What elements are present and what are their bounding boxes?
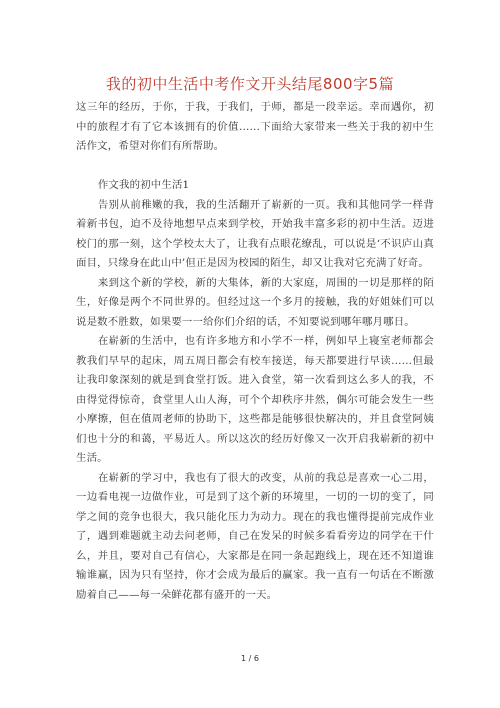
document-title: 我的初中生活中考作文开头结尾800字5篇 [105, 75, 395, 93]
body-paragraph: 告别从前稚嫩的我，我的生活翻开了崭新的一页。我和其他同学一样背着新书包，迫不及待地想早点来到学校，开始我丰富多彩的初中生活。迈进校门的那一刻，这个学校太大了，让我有点眼花缭乱，可以说是‘不识庐山真面目，只缘身在此山中’但正是因为校园的陌生，却又让我对它充满了好奇。 [76, 198, 434, 269]
document-body [76, 98, 434, 605]
intro-paragraph: 这三年的经历，于你，于我，于我们，于师，都是一段幸运。幸而遇你，初中的旅程才有了它本该拥有的价值……下面给大家带来一些关于我的初中生活作文，希望对你们有所帮助。 [76, 101, 434, 152]
page-indicator: 1 / 6 [241, 654, 259, 663]
body-paragraph: 在崭新的学习中，我也有了很大的改变，从前的我总是喜欢一心二用，一边看电视一边做作业，可是到了这个新的环境里，一切的一切的变了，同学之间的竞争也很大，我只能化压力为动力。现在的我也懂得提前完成作业了，遇到难题就主动去问老师，自己在发呆的时候多看看旁边的同学在干什么，并且，要对自己有信心，大家都是在同一条起跑线上，现在还不知道谁输谁赢，因为只有坚持，你才会成为最后的赢家。我一直有一句话在不断激励着自己——每一朵鲜花都有盛开的一天。 [76, 471, 434, 601]
section-heading: 作文我的初中生活1 [97, 179, 190, 191]
body-paragraph: 在崭新的生活中，也有许多地方和小学不一样，例如早上寝室老师都会教我们早早的起床，周五周日都会有校车接送，每天都要进行早读……但最让我印象深刻的就是到食堂打饭。进入食堂，第一次看到这么多人的我，不由得觉得惊奇，食堂里人山人海，可个个却秩序井然，偶尔可能会发生一些小摩擦，但在值周老师的协助下，这些都是能够很快解决的，并且食堂阿姨们也十分的和蔼，平易近人。所以这次的经历好像又一次开启我崭新的初中生活。 [76, 335, 434, 464]
body-paragraph: 来到这个新的学校，新的大集体，新的大家庭，周围的一切是那样的陌生，好像是两个不同世界的。但经过这一个多月的接触，我的好姐妹们可以说是数不胜数，如果要一一给你们介绍的话，不知要说到哪年哪月哪日。 [76, 276, 434, 328]
